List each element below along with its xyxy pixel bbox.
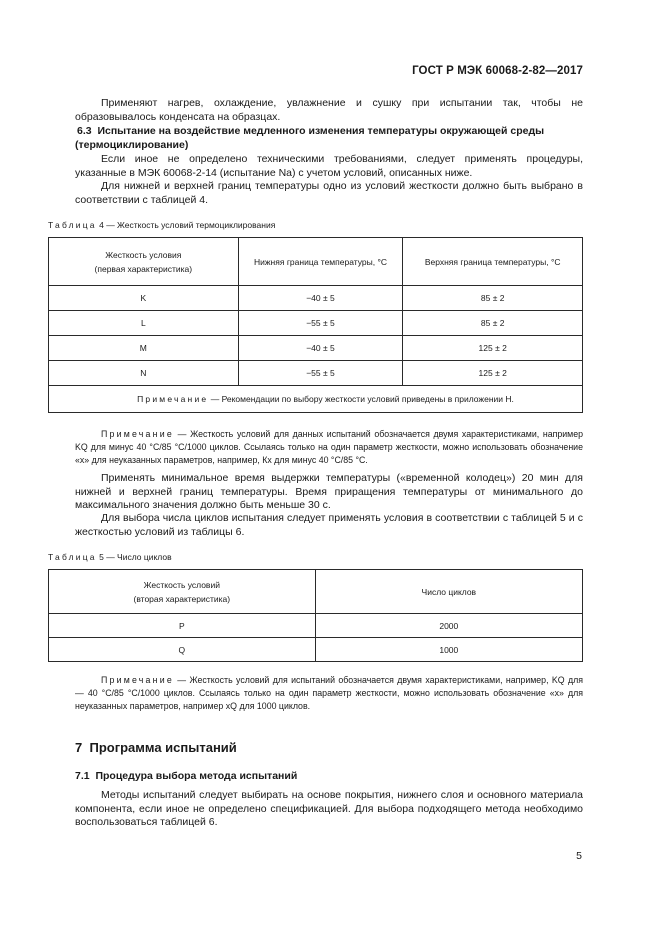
table5-header-cycles: Число циклов <box>315 570 582 614</box>
table5-header-severity: Жесткость условий (вторая характеристика) <box>49 570 316 614</box>
section-6-3-title: Испытание на воздействие медленного изменения температуры окружающей среды (термоциклирование) <box>75 125 545 151</box>
table4 <box>48 237 583 413</box>
table4-header-row <box>49 238 583 286</box>
section-6-3-heading <box>75 125 583 152</box>
paragraph-condensation: Применяют нагрев, охлаждение, увлажнение и сушку при испытании так, чтобы не образовывалось конденсата на образцах. <box>75 97 583 123</box>
note-severity-designation: Примечание — Жесткость условий для данных испытаний обозначается двумя характеристиками, например KQ для минус 40 °С/85 °С/1000 циклов. Ссылаясь только на один параметр жесткости, можно использовать обозначение «х» для неуказанных параметров, например, Кх для минус 40 °С/85 °С. <box>75 429 584 465</box>
paragraph-method-selection: Методы испытаний следует выбирать на основе покрытия, нижнего слоя и основного материала компонента, если иное не определено спецификацией. Для выбора подходящего метода необходимо воспользоваться таблицей 6. <box>75 789 583 828</box>
table4-note-row <box>49 386 583 413</box>
section-6-3-number: 6.3 <box>77 125 92 137</box>
page-number: 5 <box>576 850 582 862</box>
table-row: L −55 ± 5 85 ± 2 <box>49 311 583 336</box>
table5-caption <box>48 552 172 562</box>
table4-caption <box>48 220 275 230</box>
standard-header: ГОСТ Р МЭК 60068-2-82—2017 <box>412 65 583 77</box>
section-7-heading: 7 Программа испытаний <box>75 740 237 755</box>
paragraph-procedures: Если иное не определено техническими требованиями, следует применять процедуры, указанные в МЭК 60068-2-14 (испытание Na) с учетом условий, описанных ниже. <box>75 153 583 179</box>
table4-header-severity: Жесткость условия (первая характеристика) <box>49 238 239 286</box>
table-row: N −55 ± 5 125 ± 2 <box>49 361 583 386</box>
table-row: K −40 ± 5 85 ± 2 <box>49 286 583 311</box>
table5-caption-prefix: Таблица <box>48 552 97 562</box>
section-7-1-heading: 7.1 Процедура выбора метода испытаний <box>75 770 298 782</box>
table5-header-row <box>49 570 583 614</box>
paragraph-cycles-ref: Для выбора числа циклов испытания следует применять условия в соответствии с таблицей 5 и с жесткостью условий из таблицы 6. <box>75 512 583 538</box>
table4-header-lower: Нижняя граница температуры, °С <box>238 238 403 286</box>
table-row: Q 1000 <box>49 638 583 662</box>
table5-caption-text: 5 — Число циклов <box>99 552 172 562</box>
table4-caption-text: 4 — Жесткость условий термоциклирования <box>99 220 276 230</box>
paragraph-table4-ref: Для нижней и верхней границ температуры одно из условий жесткости должно быть выбрано в соответствии с таблицей 4. <box>75 180 583 206</box>
table-row: P 2000 <box>49 614 583 638</box>
table4-note-prefix: Примечание <box>137 394 209 404</box>
table4-header-upper: Верхняя граница температуры, °С <box>403 238 583 286</box>
table4-note-text: — Рекомендации по выбору жесткости условий приведены в приложении Н. <box>210 394 514 404</box>
table-row: M −40 ± 5 125 ± 2 <box>49 336 583 361</box>
paragraph-dwell-time: Применять минимальное время выдержки температуры («временной колодец») 20 мин для нижней и верхней границ температуры. Время приращения температуры от минимального до максимального значения должно быть меньше 30 с. <box>75 472 583 511</box>
table5 <box>48 569 583 662</box>
note-cycles-designation: Примечание — Жесткость условий для испытаний обозначается двумя характеристиками, например, KQ для — 40 °С/85 °С/1000 циклов. Ссылаясь только на один параметр жесткости, можно использовать обозначение «х» для неуказанных параметров, например xQ для 1000 циклов. <box>75 675 583 711</box>
table4-caption-prefix: Таблица <box>48 220 97 230</box>
